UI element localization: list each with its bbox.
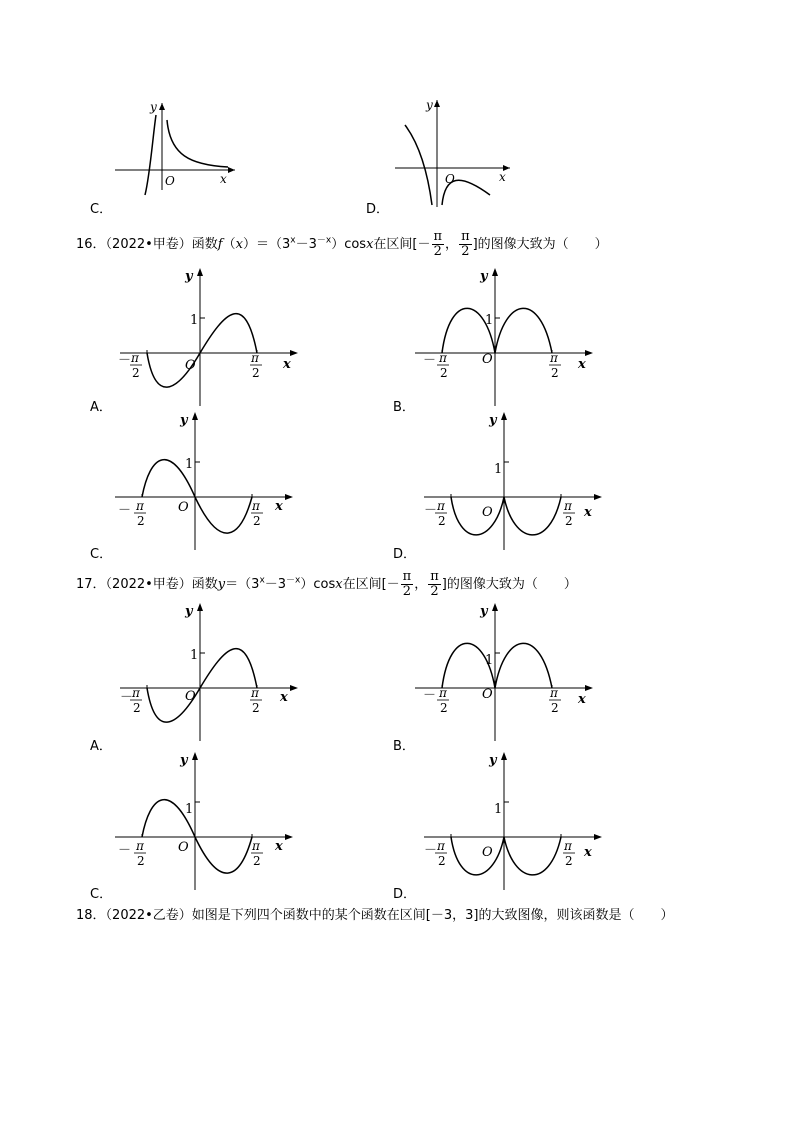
axis-y-label: y	[480, 269, 488, 284]
axis-y-label: y	[180, 753, 188, 768]
q16-graph-c	[115, 410, 300, 555]
q16-option-c-label: C．	[90, 547, 113, 562]
question-16: 16．（2022•甲卷）函数$f(x)=(3^x-3^{-x})\cos x$在区间[－ $\frac{\pi}{2}$ ， $\frac{\pi}{2}$ ]的图像大致为（ ）	[76, 229, 608, 259]
tick-neg-two: 2	[133, 701, 141, 715]
q16-graph-b	[415, 266, 600, 411]
axis-x-label: x	[275, 499, 283, 514]
question-18: 18．（2022•乙卷）如图是下列四个函数中的某个函数在区间[－3，3]的大致图像，则该函数是（ ）	[76, 908, 674, 923]
tick-neg-sign: －	[424, 503, 438, 518]
axis-x-label: x	[275, 839, 283, 854]
tick-neg-pi: π	[136, 839, 144, 853]
axis-y-label: y	[150, 100, 157, 114]
top-option-c-label: C．	[90, 202, 113, 217]
question-17: 17．（2022•甲卷）函数$y=(3^x-3^{-x})\cos x$在区间[－ $\frac{\pi}{2}$ ， $\frac{\pi}{2}$ ]的图像大致为（ ）	[76, 569, 577, 599]
tick-neg-sign: －	[120, 690, 134, 705]
tick-pi: π	[564, 839, 572, 853]
origin-label: O	[165, 174, 175, 188]
axis-y-label: y	[489, 753, 497, 768]
origin-label: O	[482, 687, 493, 702]
tick-neg-sign: －	[118, 503, 132, 518]
tick-two: 2	[551, 366, 559, 380]
axis-y-label: y	[185, 604, 193, 619]
tick-neg-two: 2	[438, 514, 446, 528]
tick-label-1: 1	[494, 462, 503, 477]
axis-x-label: x	[578, 692, 586, 707]
tick-label-1: 1	[185, 457, 194, 472]
tick-neg-pi: π	[439, 351, 447, 365]
origin-label: O	[178, 500, 189, 515]
tick-neg-pi: π	[439, 686, 447, 700]
axis-y-label: y	[489, 413, 497, 428]
q16-option-a-label: A．	[90, 400, 112, 415]
axis-x-label: x	[584, 845, 592, 860]
tick-pi: π	[550, 686, 558, 700]
tick-label-1: 1	[190, 648, 199, 663]
q17-option-b-label: B．	[393, 739, 415, 754]
tick-pi: π	[564, 499, 572, 513]
tick-pi: π	[550, 351, 558, 365]
tick-neg-sign: －	[423, 688, 437, 703]
q16-graph-d	[424, 410, 609, 555]
tick-two: 2	[551, 701, 559, 715]
axis-y-label: y	[180, 413, 188, 428]
axis-x-label: x	[283, 357, 291, 372]
origin-label: O	[445, 172, 455, 186]
tick-label-1: 1	[185, 802, 194, 817]
q17-option-d-label: D．	[393, 887, 417, 902]
tick-pi: π	[251, 686, 259, 700]
q17-graph-a	[120, 601, 305, 746]
origin-label: O	[185, 689, 196, 704]
tick-neg-pi: π	[437, 499, 445, 513]
top-graph-d	[395, 95, 525, 210]
tick-two: 2	[253, 514, 261, 528]
tick-neg-two: 2	[438, 854, 446, 868]
tick-two: 2	[565, 514, 573, 528]
tick-neg-two: 2	[137, 854, 145, 868]
tick-label-1: 1	[485, 313, 494, 328]
fraction-pi-over-2: $\frac{\pi}{2}$	[433, 229, 443, 259]
axis-y-label: y	[480, 604, 488, 619]
tick-neg-sign: －	[423, 353, 437, 368]
tick-neg-sign: －	[118, 353, 132, 368]
q17-graph-c	[115, 750, 300, 895]
top-option-d-label: D．	[366, 202, 390, 217]
origin-label: O	[482, 505, 493, 520]
axis-y-label: y	[185, 269, 193, 284]
tick-neg-two: 2	[440, 701, 448, 715]
axis-x-label: x	[584, 505, 592, 520]
axis-x-label: x	[578, 357, 586, 372]
tick-two: 2	[252, 366, 260, 380]
origin-label: O	[178, 840, 189, 855]
tick-neg-pi: π	[132, 686, 140, 700]
q16-graph-a	[120, 266, 305, 411]
q16-option-d-label: D．	[393, 547, 417, 562]
tick-neg-sign: －	[118, 843, 132, 858]
tick-neg-two: 2	[137, 514, 145, 528]
origin-label: O	[482, 845, 493, 860]
origin-label: O	[185, 358, 196, 373]
axis-x-label: x	[499, 170, 506, 184]
tick-two: 2	[565, 854, 573, 868]
q17-graph-b	[415, 601, 600, 746]
tick-neg-sign: －	[424, 843, 438, 858]
tick-pi: π	[251, 351, 259, 365]
tick-neg-pi: π	[131, 351, 139, 365]
axis-x-label: x	[220, 172, 227, 186]
tick-neg-pi: π	[437, 839, 445, 853]
tick-two: 2	[252, 701, 260, 715]
tick-two: 2	[253, 854, 261, 868]
top-graph-c	[110, 95, 250, 195]
tick-label-1: 1	[494, 802, 503, 817]
origin-label: O	[482, 352, 493, 367]
axis-y-label: y	[426, 98, 433, 112]
tick-label-1: 1	[485, 653, 494, 668]
fraction-pi-over-2: $\frac{\pi}{2}$	[402, 569, 412, 599]
q17-option-c-label: C．	[90, 887, 113, 902]
fraction-pi-over-2: $\frac{\pi}{2}$	[461, 229, 470, 259]
tick-pi: π	[252, 499, 260, 513]
tick-neg-two: 2	[132, 366, 140, 380]
fraction-pi-over-2: $\frac{\pi}{2}$	[430, 569, 439, 599]
q17-option-a-label: A．	[90, 739, 112, 754]
q16-option-b-label: B．	[393, 400, 415, 415]
tick-neg-two: 2	[440, 366, 448, 380]
tick-neg-pi: π	[136, 499, 144, 513]
q17-graph-d	[424, 750, 609, 895]
tick-label-1: 1	[190, 313, 199, 328]
tick-pi: π	[252, 839, 260, 853]
axis-x-label: x	[280, 690, 288, 705]
